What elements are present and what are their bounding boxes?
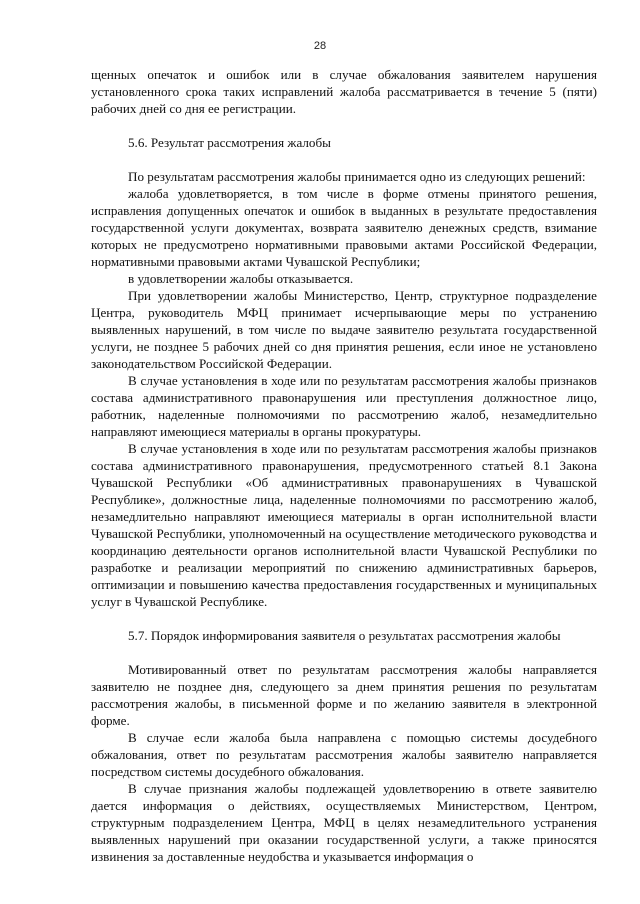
paragraph: В случае признания жалобы подлежащей удовлетворению в ответе заявителю дается информация о действиях, осуществляемых Министерством, Центром, структурным подразделением Центра, МФЦ в целях незамедлительного устранения выявленных нарушений при оказании государственной услуги, а также приносятся извинения за доставленные неудобства и указывается информация о: [91, 781, 597, 864]
paragraph: В случае установления в ходе или по результатам рассмотрения жалобы признаков состава административного правонарушения или преступления должностное лицо, работник, наделенные полномочиями по рассмотрению жалоб, незамедлительно направляют имеющиеся материалы в органы прокуратуры.: [91, 373, 597, 439]
section-heading: 5.6. Результат рассмотрения жалобы: [128, 135, 331, 150]
page-number: 28: [313, 40, 327, 52]
paragraph: щенных опечаток и ошибок или в случае обжалования заявителем нарушения установленного срока таких исправлений жалоба рассматривается в течение 5 (пяти) рабочих дней со дня ее регистрации.: [91, 67, 597, 116]
paragraph: Мотивированный ответ по результатам рассмотрения жалобы направляется заявителю не позднее дня, следующего за днем принятия решения по результатам рассмотрения жалобы, в письменной форме и по желанию заявителя в электронной форме.: [91, 662, 597, 728]
paragraph: При удовлетворении жалобы Министерство, Центр, структурное подразделение Центра, руководитель МФЦ принимает исчерпывающие меры по устранению выявленных нарушений, в том числе по выдаче заявителю результата государственной услуги, не позднее 5 рабочих дней со дня принятия решения, если иное не установлено законодательством Российской Федерации.: [91, 288, 597, 371]
paragraph: В случае установления в ходе или по результатам рассмотрения жалобы признаков состава административного правонарушения, предусмотренного статьей 8.1 Закона Чувашской Республики «Об административных правонарушениях в Чувашской Республике», должностные лица, наделенные полномочиями по рассмотрению жалоб, незамедлительно направляют имеющиеся материалы в орган исполнительной власти Чувашской Республики, уполномоченный на осуществление методического руководства и координацию деятельности органов исполнительной власти Чувашской Республики по разработке и реализации мероприятий по снижению административных барьеров, оптимизации и повышению качества предоставления государственных и муниципальных услуг в Чувашской Республике.: [91, 441, 597, 609]
document-body: [91, 66, 597, 865]
paragraph: в удовлетворении жалобы отказывается.: [128, 271, 354, 286]
paragraph: В случае если жалоба была направлена с помощью системы досудебного обжалования, ответ по результатам рассмотрения жалобы заявителю направляется посредством системы досудебного обжалования.: [91, 730, 597, 779]
section-heading: 5.7. Порядок информирования заявителя о результатах рассмотрения жалобы: [128, 628, 561, 643]
paragraph: По результатам рассмотрения жалобы принимается одно из следующих решений:: [128, 169, 586, 184]
paragraph: жалоба удовлетворяется, в том числе в форме отмены принятого решения, исправления допущенных опечаток и ошибок в выданных в результате предоставления государственной услуги документах, возврата заявителю денежных средств, взимание которых не предусмотрено нормативными правовыми актами Российской Федерации, нормативными правовыми актами Чувашской Республики;: [91, 186, 597, 269]
